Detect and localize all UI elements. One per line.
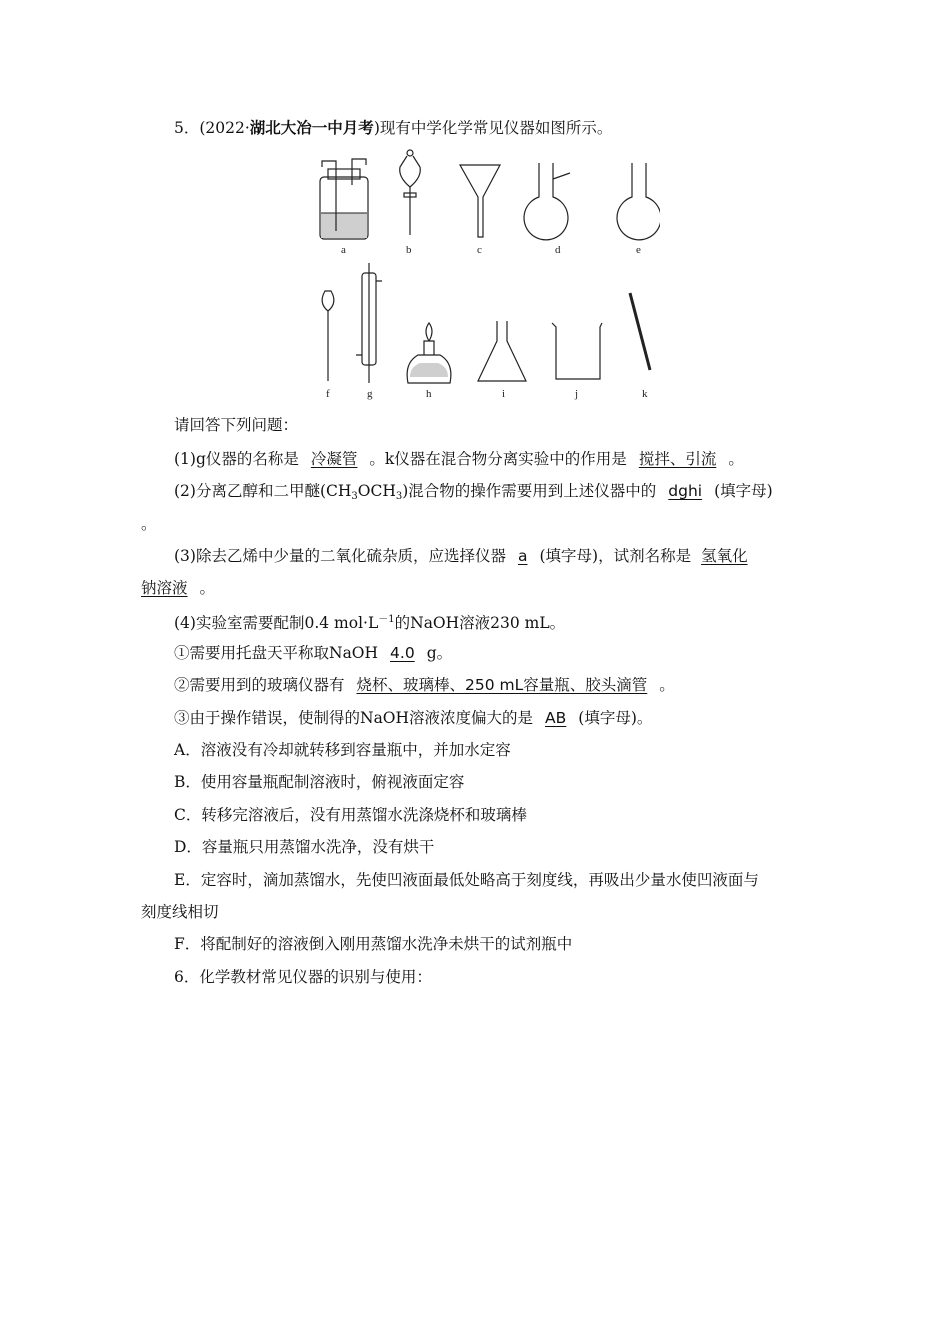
answer-apparatus: a: [517, 547, 528, 565]
q5-part2: (2)分离乙醇和二甲醚$(CH_3OCH_3)$混合物的操作需要用到上述仪器中的 dghi (填字母): [174, 482, 773, 502]
answer-g-name: 冷凝管: [310, 450, 358, 468]
answer-error-options: AB: [545, 709, 567, 727]
q5-part4-2: ②需要用到的玻璃仪器有 烧杯、玻璃棒、250 mL容量瓶、胶头滴管 。: [174, 676, 675, 694]
funnel-c: [460, 165, 500, 256]
svg-text:k: k: [642, 388, 648, 400]
svg-text:b: b: [406, 244, 412, 256]
q5-part4-3: ③由于操作错误，使制得的NaOH溶液浓度偏大的是 AB (填字母)。: [174, 709, 653, 727]
round-bottom-flask-e: [617, 163, 660, 256]
svg-text:i: i: [502, 388, 506, 400]
option-f: F．将配制好的溶液倒入刚用蒸馏水洗净未烘干的试剂瓶中: [174, 935, 573, 953]
conical-flask-i: [478, 321, 526, 400]
answer-reagent-part1: 氢氧化: [701, 547, 748, 565]
separatory-funnel-b: [400, 150, 421, 256]
option-c: C．转移完溶液后，没有用蒸馏水洗涤烧杯和玻璃棒: [174, 806, 527, 824]
answer-separation-apparatus: dghi: [668, 482, 703, 500]
answer-naoh-mass: 4.0: [390, 644, 415, 662]
option-e: E．定容时，滴加蒸馏水，先使凹液面最低处略高于刻度线，再吸出少量水使凹液面与: [174, 871, 759, 889]
beaker-j: [552, 323, 602, 400]
q5-source: 湖北大冶一中月考: [249, 119, 374, 137]
distillation-flask-d: [524, 163, 570, 256]
q5-stem: 5．(2022·湖北大冶一中月考)现有中学化学常见仪器如图所示。: [174, 119, 613, 137]
option-b: B．使用容量瓶配制溶液时，俯视液面定容: [174, 773, 465, 791]
alcohol-lamp-h: [407, 323, 451, 400]
svg-text:j: j: [575, 388, 579, 400]
svg-text:c: c: [477, 244, 482, 256]
option-a: A．溶液没有冷却就转移到容量瓶中，并加水定容: [174, 741, 511, 759]
condenser-g: [356, 263, 382, 400]
answer-reagent-part2: 钠溶液: [141, 579, 188, 597]
gas-washing-bottle-a: [320, 159, 368, 256]
q5-part4: (4)实验室需要配制0.4 $mol\cdot L^{-1}$的NaOH溶液230 mL。: [174, 614, 566, 632]
q5-part3: (3)除去乙烯中少量的二氧化硫杂质，应选择仪器 a (填字母)，试剂名称是 氢氧化: [174, 547, 748, 565]
lab-apparatus-figure: [300, 145, 660, 410]
q5-prompt: 请回答下列问题：: [174, 416, 299, 434]
svg-text:e: e: [636, 244, 641, 256]
q6-stem: 6．化学教材常见仪器的识别与使用：: [174, 968, 432, 986]
long-neck-funnel-f: [322, 291, 334, 400]
svg-text:d: d: [555, 244, 561, 256]
answer-glassware: 烧杯、玻璃棒、250 mL容量瓶、胶头滴管: [356, 676, 648, 694]
q5-part2-cont: 。: [141, 515, 157, 533]
option-e-cont: 刻度线相切: [141, 903, 219, 921]
q5-part4-1: ①需要用托盘天平称取NaOH 4.0 g。: [174, 644, 453, 662]
svg-text:a: a: [341, 244, 346, 256]
option-d: D．容量瓶只用蒸馏水洗净，没有烘干: [174, 838, 435, 856]
svg-text:h: h: [426, 388, 432, 400]
svg-text:g: g: [367, 388, 373, 400]
svg-text:f: f: [326, 388, 330, 400]
answer-k-function: 搅拌、引流: [638, 450, 717, 468]
glass-rod-k: [630, 293, 650, 400]
q5-part1: (1)g仪器的名称是 冷凝管 。k仪器在混合物分离实验中的作用是 搅拌、引流 。: [174, 450, 744, 468]
q5-part3-cont: 钠溶液 。: [141, 579, 216, 597]
